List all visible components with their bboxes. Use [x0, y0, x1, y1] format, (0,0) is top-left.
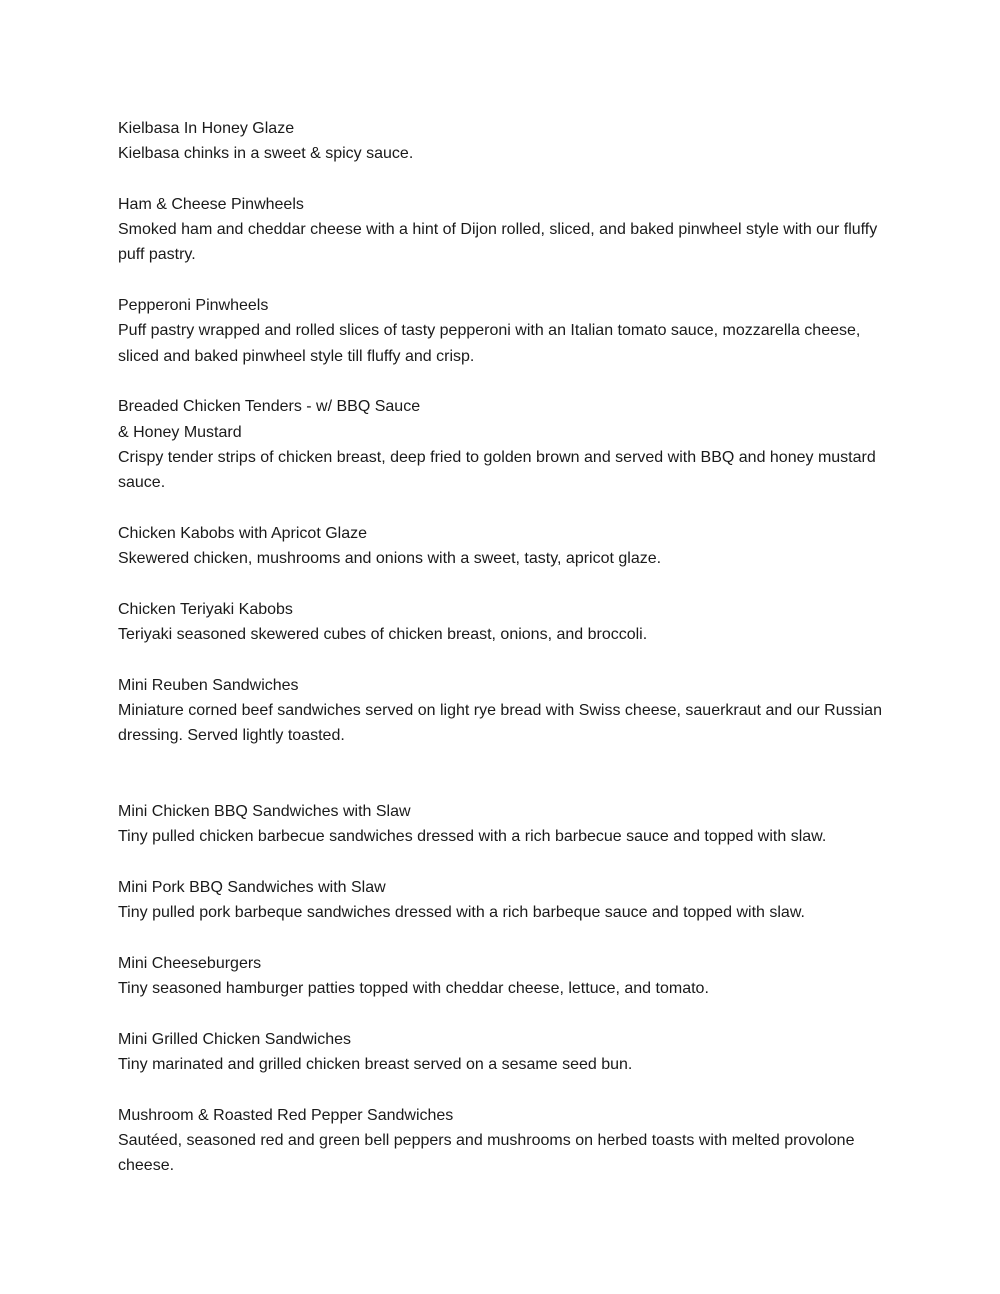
menu-item-name: Mini Reuben Sandwiches	[118, 676, 299, 694]
menu-item-description: Crispy tender strips of chicken breast, deep fried to golden brown and served with BBQ and honey mustard sauce.	[118, 448, 876, 492]
menu-item-kielbasa	[118, 116, 888, 167]
menu-item-name: Ham & Cheese Pinwheels	[118, 195, 304, 213]
menu-item-chicken-teriyaki-kabobs	[118, 597, 888, 648]
menu-item-description: Puff pastry wrapped and rolled slices of tasty pepperoni with an Italian tomato sauce, mozzarella cheese, sliced and baked pinwheel style till fluffy and crisp.	[118, 322, 861, 365]
menu-item-name: Breaded Chicken Tenders - w/ BBQ Sauce	[118, 398, 421, 416]
menu-item-name: Mini Grilled Chicken Sandwiches	[118, 1030, 351, 1048]
menu-item-name: Mini Pork BBQ Sandwiches with Slaw	[118, 878, 386, 896]
menu-item-name: Mini Chicken BBQ Sandwiches with Slaw	[118, 803, 411, 821]
menu-item-mini-cheeseburgers	[118, 951, 888, 1002]
menu-item-name-continued: & Honey Mustard	[118, 423, 242, 441]
menu-item-name: Mushroom & Roasted Red Pepper Sandwiches	[118, 1106, 454, 1124]
menu-item-description: Tiny marinated and grilled chicken breast served on a sesame seed bun.	[118, 1055, 633, 1073]
menu-item-description: Sautéed, seasoned red and green bell peppers and mushrooms on herbed toasts with melted provolone cheese.	[118, 1131, 855, 1175]
menu-item-name: Chicken Kabobs with Apricot Glaze	[118, 524, 368, 542]
menu-item-description: Tiny seasoned hamburger patties topped with cheddar cheese, lettuce, and tomato.	[118, 980, 709, 998]
menu-item-mushroom-red-pepper	[118, 1103, 888, 1179]
menu-item-chicken-tenders	[118, 394, 888, 495]
menu-item-description: Tiny pulled chicken barbecue sandwiches dressed with a rich barbecue sauce and topped with slaw.	[118, 828, 827, 846]
menu-item-description: Smoked ham and cheddar cheese with a hint of Dijon rolled, sliced, and baked pinwheel style with our fluffy puff pastry.	[118, 221, 878, 264]
menu-item-mini-chicken-bbq	[118, 799, 888, 850]
menu-item-name: Chicken Teriyaki Kabobs	[118, 600, 293, 618]
menu-item-description: Miniature corned beef sandwiches served on light rye bread with Swiss cheese, sauerkraut and our Russian dressing. Served lightly toasted.	[118, 701, 882, 745]
menu-page	[118, 116, 888, 1204]
menu-item-chicken-kabobs-apricot	[118, 521, 888, 572]
menu-item-name: Kielbasa In Honey Glaze	[118, 120, 295, 137]
menu-item-description: Tiny pulled pork barbeque sandwiches dressed with a rich barbeque sauce and topped with slaw.	[118, 904, 805, 922]
menu-item-description: Kielbasa chinks in a sweet & spicy sauce.	[118, 145, 414, 163]
menu-item-mini-pork-bbq	[118, 875, 888, 926]
menu-item-name: Mini Cheeseburgers	[118, 954, 262, 972]
menu-item-description: Skewered chicken, mushrooms and onions with a sweet, tasty, apricot glaze.	[118, 550, 662, 568]
menu-item-ham-cheese-pinwheels	[118, 192, 888, 268]
menu-item-pepperoni-pinwheels	[118, 293, 888, 369]
menu-item-description: Teriyaki seasoned skewered cubes of chicken breast, onions, and broccoli.	[118, 625, 648, 643]
menu-item-mini-grilled-chicken	[118, 1027, 888, 1078]
menu-item-mini-reuben	[118, 673, 888, 749]
menu-item-name: Pepperoni Pinwheels	[118, 297, 269, 315]
